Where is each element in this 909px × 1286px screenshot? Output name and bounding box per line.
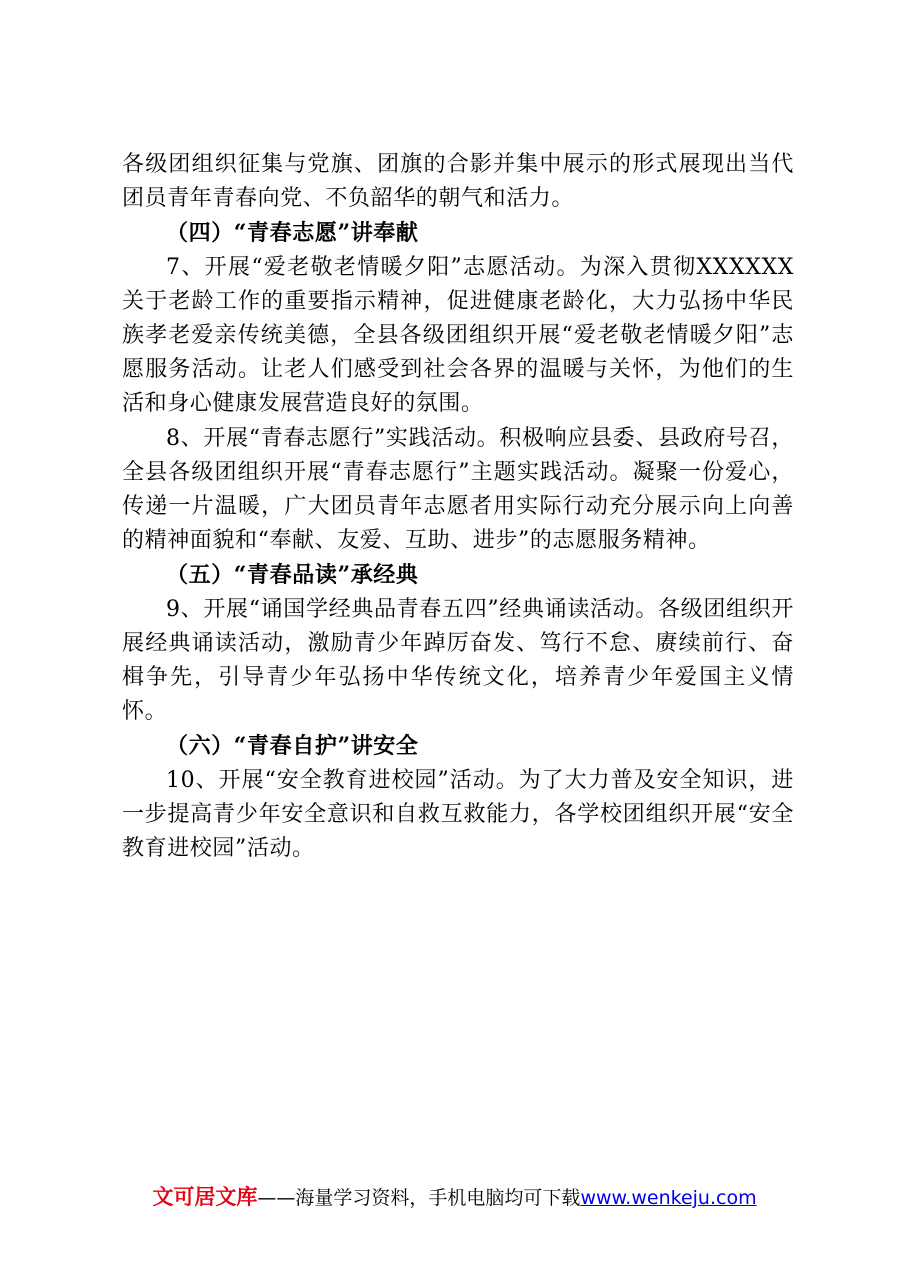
document-body	[122, 148, 794, 866]
paragraph-item-8: 8、开展“青春志愿行”实践活动。积极响应县委、县政府号召，全县各级团组织开展“青春志愿行”主题实践活动。凝聚一份爱心，传递一片温暖，广大团员青年志愿者用实际行动充分展示向上向善的精神面貌和“奉献、友爱、互助、进步”的志愿服务精神。	[122, 425, 794, 554]
footer-site-link[interactable]: www.wenkeju.com	[580, 1187, 757, 1209]
section-heading-4: （四）“青春志愿”讲奉献	[166, 220, 419, 247]
paragraph-continuation: 各级团组织征集与党旗、团旗的合影并集中展示的形式展现出当代团员青年青春向党、不负韶华的朝气和活力。	[122, 152, 794, 212]
footer-slogan: ——海量学习资料，手机电脑均可下载	[257, 1187, 581, 1209]
paragraph-item-7: 7、开展“爱老敬老情暖夕阳”志愿活动。为深入贯彻XXXXXX关于老龄工作的重要指示精神，促进健康老龄化，大力弘扬中华民族孝老爱亲传统美德，全县各级团组织开展“爱老敬老情暖夕阳”志愿服务活动。让老人们感受到社会各界的温暖与关怀，为他们的生活和身心健康发展营造良好的氛围。	[122, 254, 794, 417]
section-heading-5: （五）“青春品读”承经典	[166, 562, 419, 589]
paragraph-item-9: 9、开展“诵国学经典品青春五四”经典诵读活动。各级团组织开展经典诵读活动，激励青少年踔厉奋发、笃行不怠、赓续前行、奋楫争先，引导青少年弘扬中华传统文化，培养青少年爱国主义情怀。	[122, 596, 794, 725]
section-heading-6: （六）“青春自护”讲安全	[166, 733, 419, 760]
footer-banner	[0, 1184, 909, 1211]
paragraph-item-10: 10、开展“安全教育进校园”活动。为了大力普及安全知识，进一步提高青少年安全意识和自救互救能力，各学校团组织开展“安全教育进校园”活动。	[122, 767, 794, 862]
footer-brand: 文可居文库	[152, 1185, 258, 1209]
